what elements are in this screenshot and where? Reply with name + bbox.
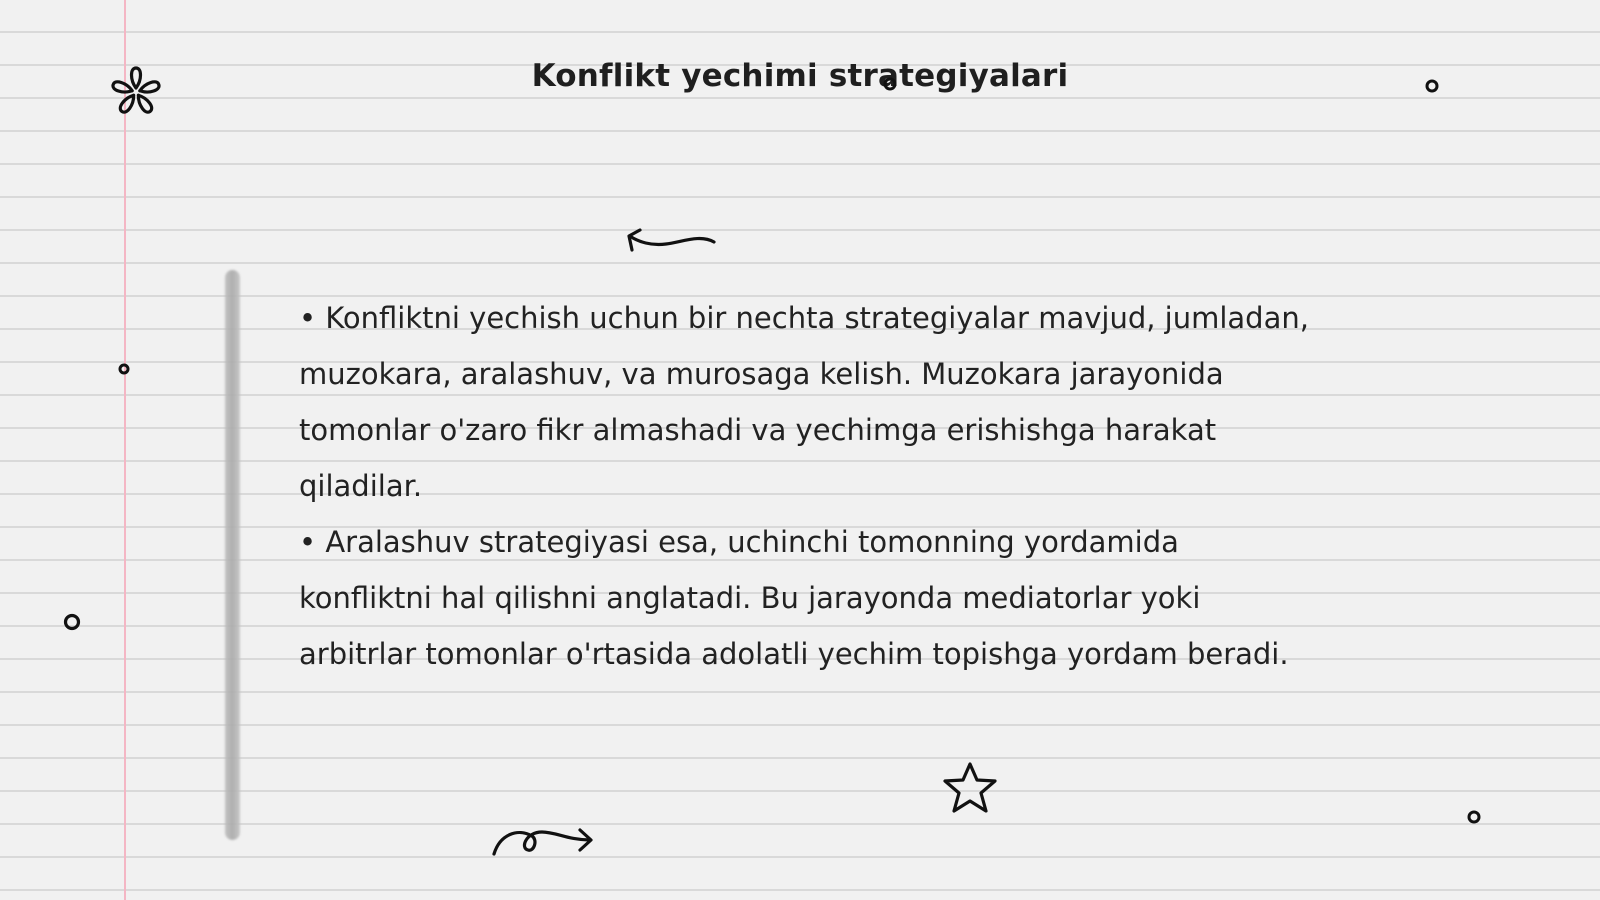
notebook-margin-line	[124, 0, 126, 900]
circle-dot-icon	[1466, 809, 1482, 825]
flower-icon	[108, 64, 164, 120]
slide-title: Konflikt yechimi strategiyalari	[531, 58, 1069, 94]
circle-dot-icon	[117, 362, 131, 376]
curly-arrow-right-icon	[490, 820, 600, 860]
circle-dot-icon	[882, 76, 898, 92]
bullet-paragraph: • Aralashuv strategiyasi esa, uchinchi tomonning yordamida konfliktni hal qilishni anglatadi. Bu jarayonda mediatorlar yoki arbitrlar tomonlar o'rtasida adolatli yechim topishga yordam beradi.	[299, 525, 1289, 671]
bullet-paragraph: • Konfliktni yechish uchun bir nechta strategiyalar mavjud, jumladan, muzokara, aralashuv, va murosaga kelish. Muzokara jarayonida tomonlar o'zaro fikr almashadi va yechimga erishishga harakat qiladilar.	[299, 301, 1309, 503]
slide-body	[299, 290, 1319, 682]
star-icon	[940, 760, 1000, 818]
circle-dot-icon	[62, 612, 82, 632]
side-highlight-bar	[225, 270, 240, 840]
arrow-left-icon	[622, 224, 722, 258]
circle-dot-icon	[1424, 78, 1440, 94]
